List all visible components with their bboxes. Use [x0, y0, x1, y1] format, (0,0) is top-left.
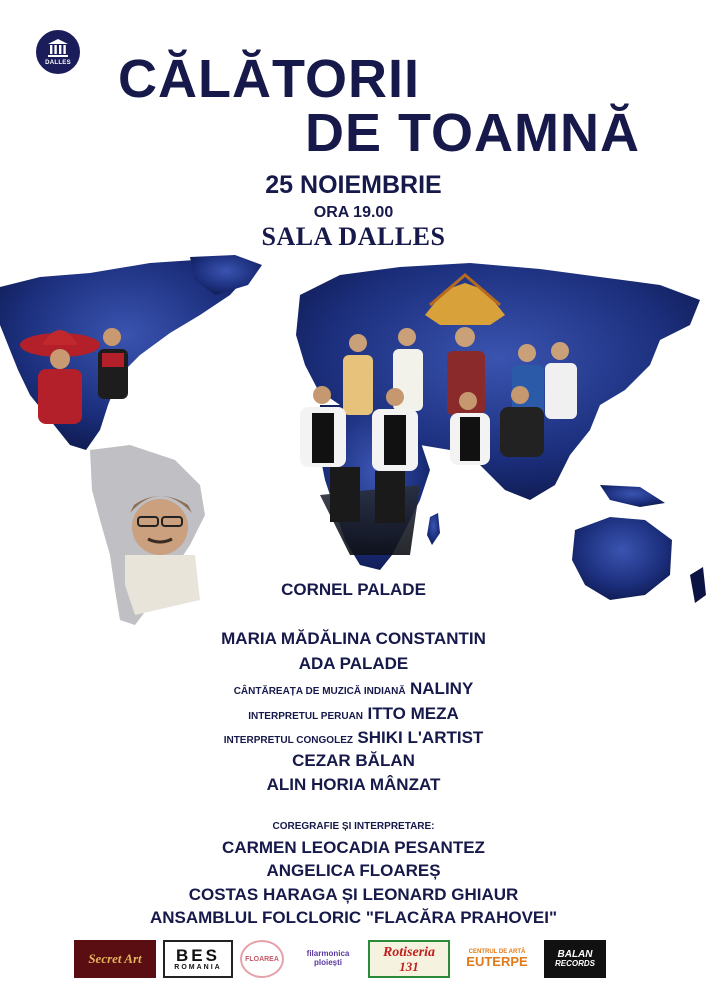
logo-label: DALLES	[45, 60, 71, 66]
choreography-name-4: ANSAMBLUL FOLCLORIC "FLACĂRA PRAHOVEI"	[149, 908, 558, 927]
madagascar-shape	[427, 513, 440, 545]
title-line-1: CĂLĂTORII	[118, 49, 420, 109]
performer-2	[0, 654, 707, 674]
choreography-name-1: CARMEN LEOCADIA PESANTEZ	[222, 838, 485, 857]
performer-name: ALIN HORIA MÂNZAT	[266, 775, 441, 794]
sponsor-logo-secret-art: Secret Art	[74, 940, 156, 978]
performer-4	[0, 704, 707, 724]
choreography-name-2: ANGELICA FLOAREȘ	[266, 861, 441, 880]
sponsor-logo-balan-records: BALAN RECORDS	[544, 940, 606, 978]
choreography-heading: COREGRAFIE ȘI INTERPRETARE:	[272, 821, 435, 832]
performer-5	[0, 728, 707, 748]
performer-name: SHIKI L'ARTIST	[357, 728, 484, 747]
performer-role: INTERPRETUL CONGOLEZ	[223, 735, 353, 746]
performer-3	[0, 679, 707, 699]
featured-artist: CORNEL PALADE	[281, 580, 426, 599]
dalles-logo	[36, 30, 80, 74]
event-venue: SALA DALLES	[261, 222, 446, 251]
building-icon	[47, 38, 69, 58]
performer-1	[0, 629, 707, 649]
performer-name: CEZAR BĂLAN	[292, 751, 415, 770]
sponsor-logo-bes: BES ROMANIA	[163, 940, 233, 978]
performer-7	[0, 775, 707, 795]
sponsor-logo-floarea: FLOAREA	[240, 940, 284, 978]
sponsor-logo-filarmonica: filarmonica ploiești	[306, 949, 350, 967]
performer-name: ITTO MEZA	[367, 704, 459, 723]
islands-shape	[600, 485, 665, 507]
sponsor-logo-euterpe: CENTRUL DE ARTĂ EUTERPE	[466, 948, 528, 969]
world-map-illustration	[0, 255, 707, 625]
choreography-name-3: COSTAS HARAGA ȘI LEONARD GHIAUR	[188, 885, 519, 904]
title-line-2: DE TOAMNĂ	[305, 103, 641, 163]
sponsor-logos	[0, 940, 707, 980]
sponsor-logo-rotiseria: Rotiseria 131	[368, 940, 450, 978]
event-hour: ORA 19.00	[313, 204, 394, 221]
performer-role: INTERPRETUL PERUAN	[248, 711, 364, 722]
performer-6	[0, 751, 707, 771]
performer-name: ADA PALADE	[298, 654, 409, 673]
event-date: 25 NOIEMBRIE	[265, 171, 442, 199]
performer-role: CÂNTĂREAȚA DE MUZICĂ INDIANĂ	[233, 686, 406, 697]
performer-name: MARIA MĂDĂLINA CONSTANTIN	[221, 629, 486, 648]
performer-name: NALINY	[410, 679, 474, 698]
